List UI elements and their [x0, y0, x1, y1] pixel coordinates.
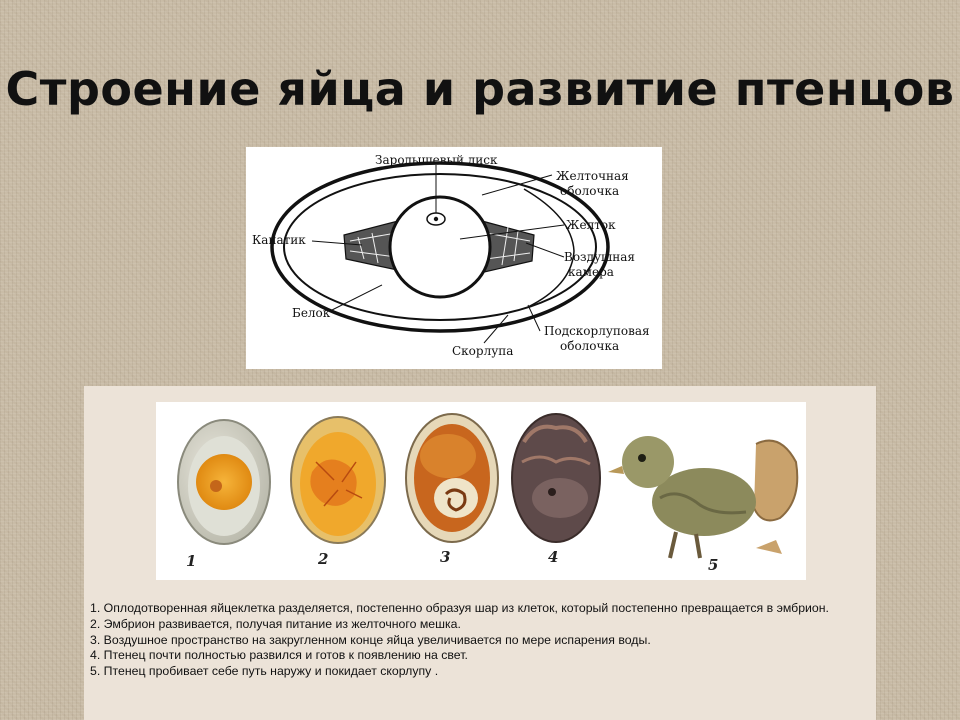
label-yolk-membrane: Желточная	[556, 169, 629, 183]
egg-stage-1	[178, 420, 270, 544]
egg-stage-3	[406, 414, 498, 542]
development-stages-illustration	[156, 402, 806, 580]
label-yolk-membrane-2: оболочка	[560, 184, 620, 198]
egg-stage-2	[291, 417, 385, 543]
stage-number-3: 3	[440, 548, 451, 566]
label-yolk: Желток	[566, 218, 616, 232]
egg-structure-diagram	[246, 147, 662, 369]
slide-title: Строение яйца и развитие птенцов	[5, 62, 955, 116]
stage-number-2: 2	[318, 550, 329, 568]
development-panel	[84, 386, 876, 720]
label-shell: Скорлупа	[452, 344, 514, 358]
label-germinal-disc: Зародышевый диск	[375, 153, 498, 167]
label-chalaza: Канатик	[252, 233, 306, 247]
label-air-cell-2: камера	[568, 265, 614, 279]
step-1: 1. Оплодотворенная яйцеклетка разделяется, постепенно образуя шар из клеток, который постепенно превращается в эмбрион.	[90, 601, 829, 615]
step-2: 2. Эмбрион развивается, получая питание из желточного мешка.	[90, 616, 461, 631]
stage-number-1: 1	[186, 552, 197, 570]
stage-number-4: 4	[548, 548, 559, 566]
label-shell-membrane-2: оболочка	[560, 339, 620, 353]
label-albumen: Белок	[292, 306, 331, 320]
label-air-cell: Воздушная	[564, 250, 635, 264]
egg-stage-4	[512, 414, 600, 542]
step-4: 4. Птенец почти полностью развился и готов к появлению на свет.	[90, 648, 468, 663]
development-description	[90, 601, 872, 680]
step-5: 5. Птенец пробивает себе путь наружу и покидает скорлупу .	[90, 664, 439, 679]
yolk	[390, 197, 490, 297]
chick-stage-5	[608, 436, 797, 558]
label-shell-membrane: Подскорлуповая	[544, 324, 650, 338]
step-3: 3. Воздушное пространство на закругленном конце яйца увеличивается по мере испарения воды.	[90, 632, 651, 647]
stage-number-5: 5	[708, 556, 719, 574]
